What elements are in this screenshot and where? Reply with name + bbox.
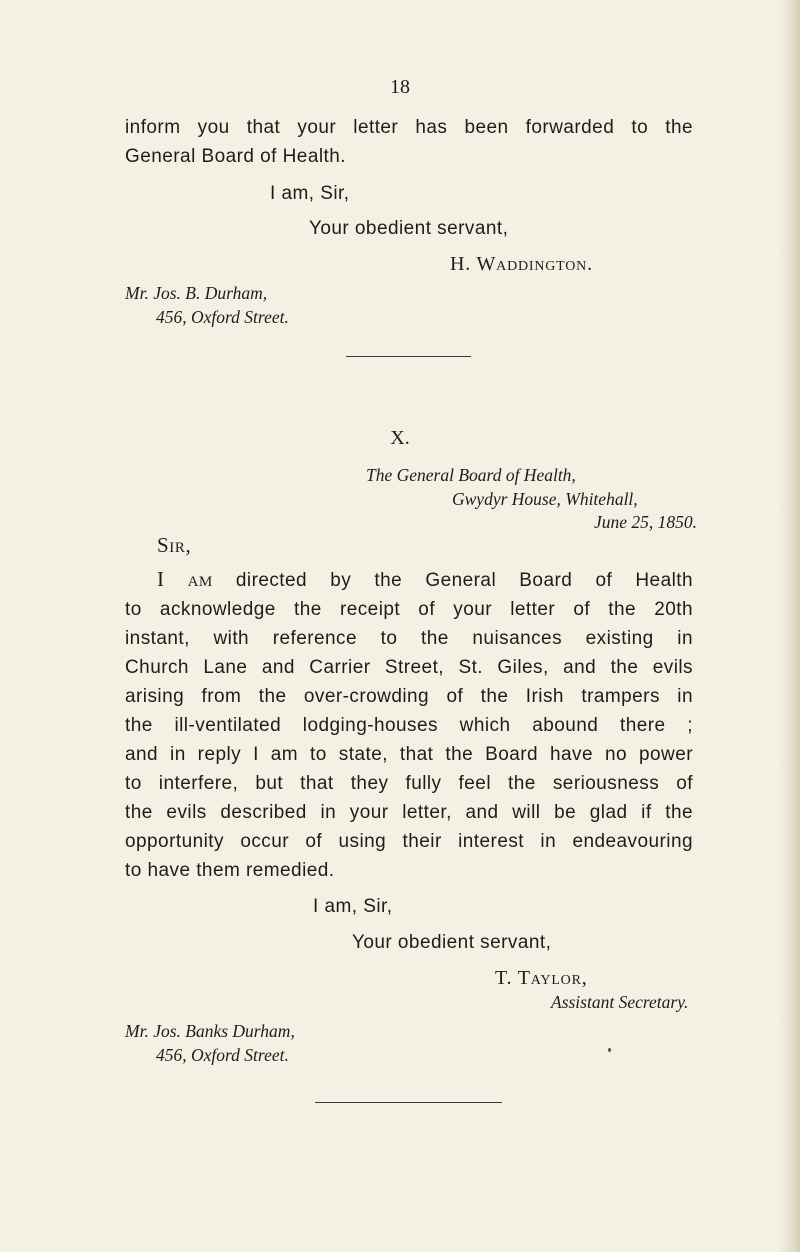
letter2-addressee-name: Mr. Jos. Banks Durham, bbox=[125, 1021, 295, 1041]
letter2-closing-1: I am, Sir, bbox=[313, 896, 393, 917]
letter2-body-line-5: arising from the over-crowding of the Irish trampers in bbox=[125, 686, 693, 707]
ink-speck bbox=[608, 1048, 611, 1052]
closing-rule bbox=[315, 1102, 502, 1103]
letter2-salutation: Sir, bbox=[157, 533, 192, 557]
page-edge-shadow bbox=[778, 0, 800, 1252]
letter1-closing-1: I am, Sir, bbox=[270, 183, 350, 204]
letter2-body-line-11: to have them remedied. bbox=[125, 860, 335, 881]
letter2-body-line-9: the evils described in your letter, and will be glad if the bbox=[125, 802, 693, 823]
letter2-body-line-1 bbox=[157, 569, 693, 590]
letter1-addressee-name: Mr. Jos. B. Durham, bbox=[125, 283, 268, 303]
section-divider bbox=[346, 356, 471, 357]
letter2-body-line-6: the ill-ventilated lodging-houses which abound there ; bbox=[125, 715, 693, 736]
letter2-body-line-2: to acknowledge the receipt of your letter of the 20th bbox=[125, 599, 693, 620]
letter1-addressee-street: 456, Oxford Street. bbox=[156, 307, 289, 327]
letter2-sender-line-2: Gwydyr House, Whitehall, bbox=[452, 489, 638, 509]
letter2-body-line-7: and in reply I am to state, that the Board have no power bbox=[125, 744, 693, 765]
letter2-body-line-10: opportunity occur of using their interest in endeavouring bbox=[125, 831, 693, 852]
letter2-addressee-street: 456, Oxford Street. bbox=[156, 1045, 289, 1065]
letter2-body-first-rest: directed by the General Board of Health bbox=[212, 570, 694, 591]
letter2-body-line-8: to interfere, but that they fully feel the seriousness of bbox=[125, 773, 693, 794]
letter2-date-text: June 25, 1850. bbox=[594, 512, 698, 532]
page-number: 18 bbox=[390, 76, 410, 98]
letter1-closing-2: Your obedient servant, bbox=[309, 218, 509, 239]
letter1-body-line-1: inform you that your letter has been forwarded to the bbox=[125, 117, 693, 138]
letter2-closing-2: Your obedient servant, bbox=[352, 932, 552, 953]
letter2-opening-cap: I am bbox=[157, 567, 213, 591]
letter2-date bbox=[594, 514, 697, 532]
letter1-body-line-2: General Board of Health. bbox=[125, 146, 346, 167]
letter2-body-line-4: Church Lane and Carrier Street, St. Giles, and the evils bbox=[125, 657, 693, 678]
letter2-signature: T. Taylor, bbox=[495, 967, 588, 989]
letter2-body-line-3: instant, with reference to the nuisances existing in bbox=[125, 628, 693, 649]
letter-numeral: X. bbox=[390, 427, 410, 449]
letter2-signature-title: Assistant Secretary. bbox=[551, 992, 689, 1012]
letter1-signature: H. Waddington. bbox=[450, 253, 593, 275]
letter2-sender-line-1: The General Board of Health, bbox=[366, 465, 576, 485]
